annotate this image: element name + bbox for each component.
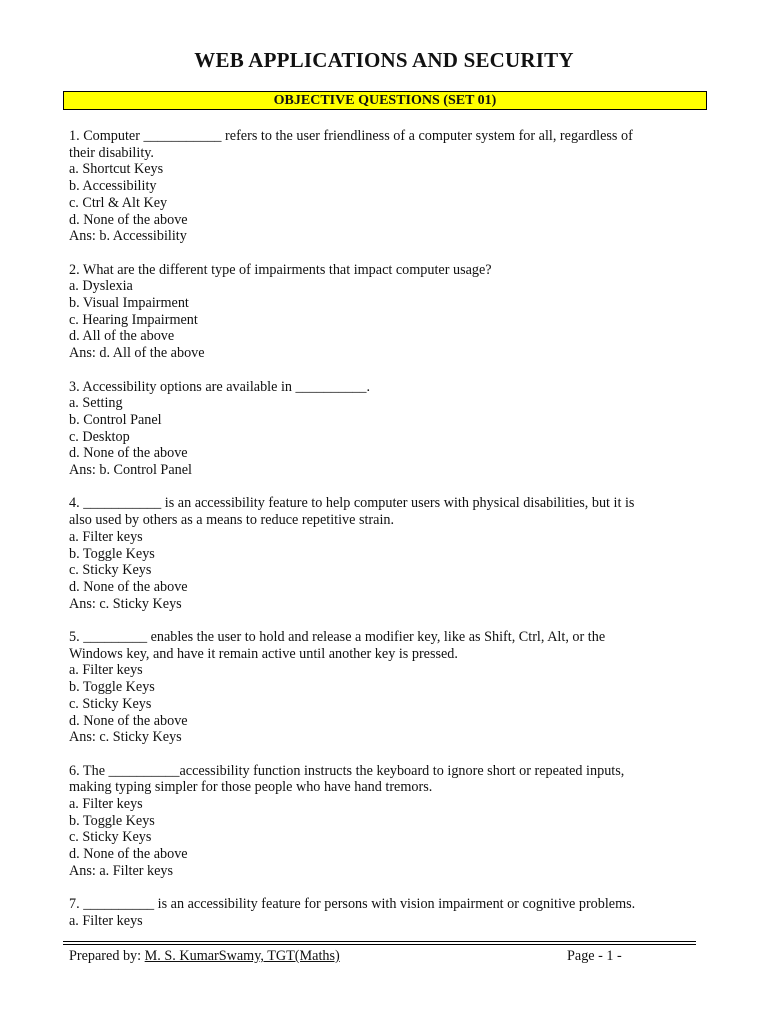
question-line: 6. The __________accessibility function instructs the keyboard to ignore short or repeated inputs, xyxy=(69,762,625,779)
question-line: a. Filter keys xyxy=(69,912,143,929)
document-title: WEB APPLICATIONS AND SECURITY xyxy=(194,48,574,72)
question-line: 2. What are the different type of impairments that impact computer usage? xyxy=(69,261,492,278)
question-line: a. Filter keys xyxy=(69,662,143,679)
question-5 xyxy=(69,629,701,746)
question-line: Ans: a. Filter keys xyxy=(69,862,174,879)
question-3 xyxy=(69,379,701,479)
question-line: d. None of the above xyxy=(69,211,188,228)
question-line: c. Ctrl & Alt Key xyxy=(69,194,168,211)
question-line: d. All of the above xyxy=(69,328,175,345)
question-line: d. None of the above xyxy=(69,846,188,863)
question-line: c. Sticky Keys xyxy=(69,829,152,846)
question-line: Ans: d. All of the above xyxy=(69,345,205,362)
question-line: c. Sticky Keys xyxy=(69,562,152,579)
question-line: 7. __________ is an accessibility feature for persons with vision impairment or cognitive problems. xyxy=(69,896,636,913)
question-line: b. Accessibility xyxy=(69,178,157,195)
question-line: d. None of the above xyxy=(69,712,188,729)
question-1 xyxy=(69,128,701,245)
question-line: b. Control Panel xyxy=(69,411,162,428)
question-line: a. Shortcut Keys xyxy=(69,161,164,178)
question-line: 1. Computer ___________ refers to the user friendliness of a computer system for all, regardless of xyxy=(69,128,633,144)
question-2 xyxy=(69,262,701,362)
section-banner: OBJECTIVE QUESTIONS (SET 01) xyxy=(63,91,707,110)
question-line: c. Desktop xyxy=(69,428,130,445)
question-line: 3. Accessibility options are available in __________. xyxy=(69,378,371,395)
question-line: d. None of the above xyxy=(69,578,188,595)
question-line: b. Toggle Keys xyxy=(69,812,155,829)
question-4 xyxy=(69,495,701,612)
question-line: Ans: c. Sticky Keys xyxy=(69,595,182,612)
footer-rule-top xyxy=(63,941,696,942)
question-line: c. Sticky Keys xyxy=(69,695,152,712)
footer-rule-bottom xyxy=(63,944,696,945)
question-line: their disability. xyxy=(69,144,154,161)
question-line: b. Toggle Keys xyxy=(69,679,155,696)
question-line: a. Filter keys xyxy=(69,528,143,545)
question-line: a. Dyslexia xyxy=(69,278,133,295)
question-line: b. Toggle Keys xyxy=(69,545,155,562)
question-line: a. Setting xyxy=(69,395,123,412)
question-line: making typing simpler for those people who have hand tremors. xyxy=(69,779,433,796)
question-line: Ans: b. Control Panel xyxy=(69,462,192,479)
question-line: a. Filter keys xyxy=(69,796,143,813)
question-line: Ans: b. Accessibility xyxy=(69,228,187,245)
question-line: 5. _________ enables the user to hold and release a modifier key, like as Shift, Ctrl, Alt, or the xyxy=(69,629,606,646)
question-7 xyxy=(69,896,701,929)
question-line: also used by others as a means to reduce repetitive strain. xyxy=(69,512,395,529)
page-number: Page - 1 - xyxy=(567,948,622,964)
question-list xyxy=(69,128,701,946)
question-line: Windows key, and have it remain active until another key is pressed. xyxy=(69,645,458,662)
question-line: Ans: c. Sticky Keys xyxy=(69,729,182,746)
question-line: d. None of the above xyxy=(69,445,188,462)
question-line: c. Hearing Impairment xyxy=(69,311,198,328)
page-footer xyxy=(69,948,701,965)
question-line: 4. ___________ is an accessibility feature to help computer users with physical disabilities, but it is xyxy=(69,495,635,512)
footer-prefix: Prepared by: xyxy=(69,948,145,964)
question-line: b. Visual Impairment xyxy=(69,295,189,312)
question-6 xyxy=(69,763,701,880)
footer-author: M. S. KumarSwamy, TGT(Maths) xyxy=(144,948,340,964)
